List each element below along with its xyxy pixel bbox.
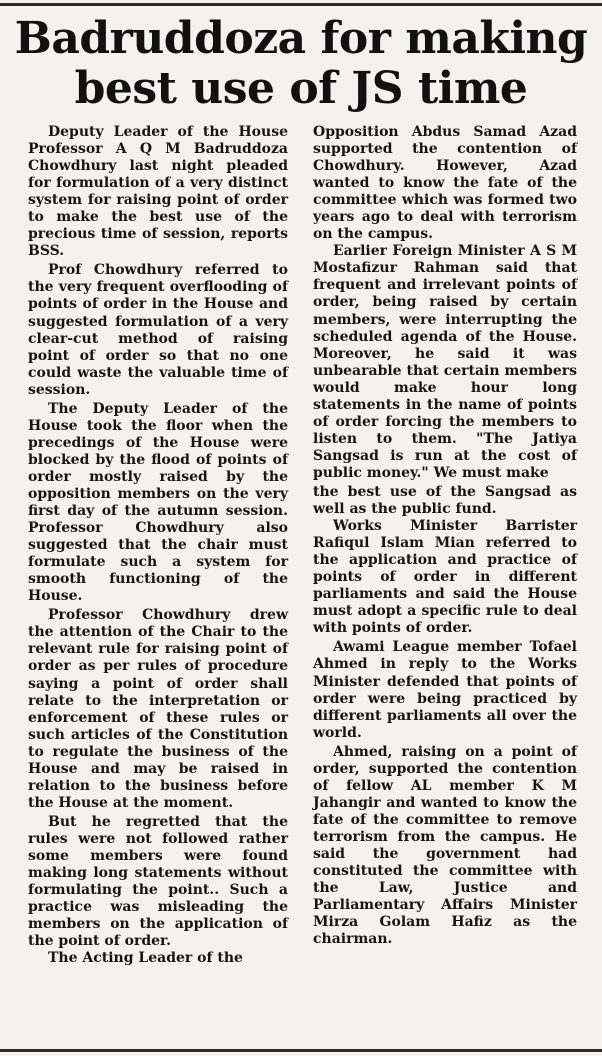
paragraph: Earlier Foreign Minister A S M Mostafizur Rahman said that frequent and irrelevant points of order, being raised by certain members, were interrupting the scheduled agenda of the House. Moreover, he said it was unbearable that certain members would make hour long statements in the name of points of order forcing the members to listen to them. "The Jatiya Sangsad is run at the cost of public money." We must make — [313, 243, 577, 481]
paragraph: The Acting Leader of the — [48, 950, 243, 967]
top-rule — [0, 3, 602, 6]
bottom-rule — [0, 1049, 602, 1052]
paragraph: Ahmed, raising on a point of order, supported the contention of fellow AL member K M Jahangir and wanted to know the fate of the committee to remove terrorism from the campus. He said the government had constituted the committee with the Law, Justice and Parliamentary Affairs Minister Mirza Golam Hafiz as the chairman. — [313, 743, 577, 948]
paragraph: The Deputy Leader of the House took the floor when the precedings of the House were blocked by the flood of points of order mostly raised by the opposition members on the very first day of the autumn session. Professor Chowdhury also suggested that the chair must formulate such a system for smooth functioning of the House. — [28, 400, 288, 605]
paragraph: Prof Chowdhury referred to the very frequent overflooding of points of order in the House and suggested formulation of a very clear-cut method of raising point of order so that no one could waste the valuable time of session. — [28, 262, 288, 398]
paragraph: Deputy Leader of the House Professor A Q M Badruddoza Chowdhury last night pleaded for formulation of a very distinct system for raising point of order to make the best use of the precious time of session, reports BSS. — [28, 124, 288, 260]
headline-line-2: best use of JS time — [74, 63, 528, 114]
paragraph: Awami League member Tofael Ahmed in reply to the Works Minister defended that points of order were being practiced by different parliaments all over the world. — [313, 639, 577, 741]
paragraph: Opposition Abdus Samad Azad supported the contention of Chowdhury. However, Azad wanted to know the fate of the committee which was formed two years ago to deal with terrorism on the campus. — [313, 124, 577, 243]
headline — [0, 14, 602, 114]
paragraph: Works Minister Barrister Rafiqul Islam Mian referred to the application and practice of points of order in different parliaments and said the House must adopt a specific rule to deal with points of order. — [313, 518, 577, 637]
paragraph: But he regretted that the rules were not followed rather some members were found making long statements without formulating the point.. Such a practice was misleading the members on the application of the point of order. — [28, 813, 288, 950]
article-column-left — [28, 124, 288, 967]
headline-line-1: Badruddoza for making — [14, 13, 588, 64]
paragraph: the best use of the Sangsad as well as the public fund. — [313, 483, 577, 518]
article-column-right — [313, 124, 577, 948]
paragraph: Professor Chowdhury drew the attention of the Chair to the relevant rule for raising point of order as per rules of procedure saying a point of order shall relate to the interpretation or enforcement of these rules or such articles of the Constitution to regulate the business of the House and may be raised in relation to the business before the House at the moment. — [28, 607, 288, 811]
